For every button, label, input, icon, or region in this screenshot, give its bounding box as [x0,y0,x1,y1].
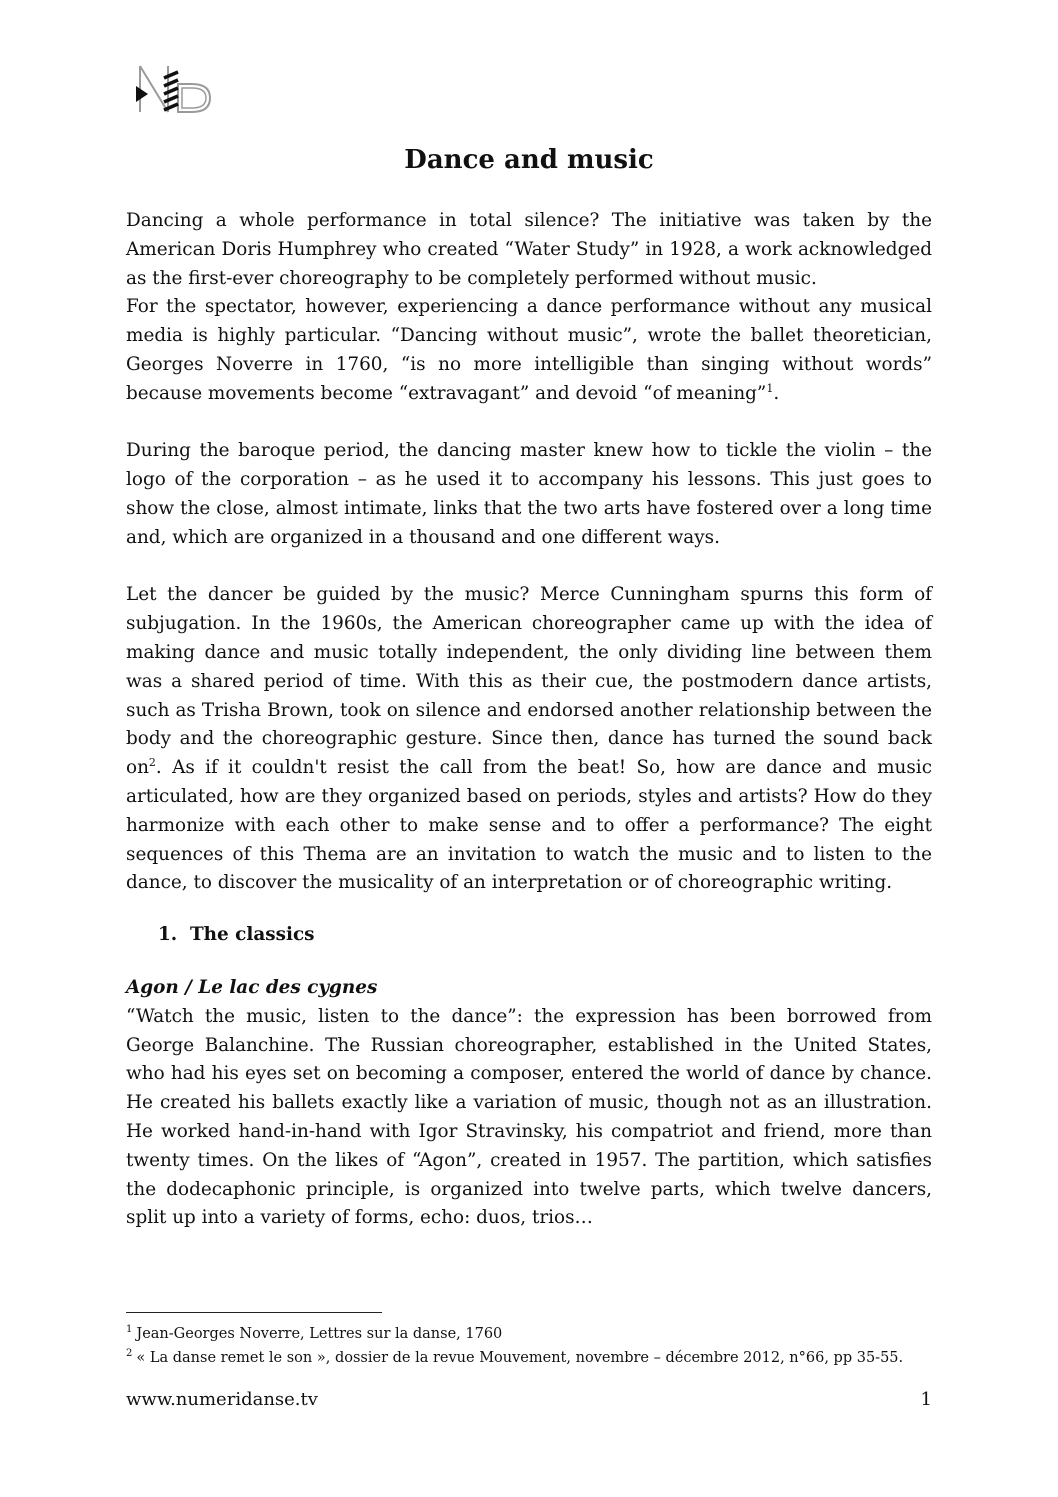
page-footer [126,1386,932,1414]
footnote-ref-2[interactable]: 2 [148,756,156,770]
footnote-1: $^1$ Jean-Georges Noverre, Lettres sur la danse, 1760 [126,1324,503,1342]
footnote-divider [126,1312,382,1313]
page-title: Dance and music [404,145,654,175]
balanchine-paragraph: “Watch the music, listen to the dance”: the expression has been borrowed from George Balanchine. The Russian choreographer, established in the United States, who had his eyes set on becoming a composer, entered the world of dance by chance. He created his ballets exactly like a variation of music, though not as an illustration. He worked hand-in-hand with Igor Stravinsky, his compatriot and friend, more than twenty times. On the likes of “Agon”, created in 1957. The partition, which satisfies the dodecaphonic principle, is organized into twelve parts, which twelve dancers, split up into a variety of forms, echo: duos, trios… [126,1005,932,1229]
numeridanse-logo [134,64,214,116]
intro-paragraph-1: Dancing a whole performance in total silence? The initiative was taken by the American Doris Humphrey who created “Water Study” in 1928, a work acknowledged as the first-ever choreography to be completely performed without music. [126,210,932,289]
section-subtitle: Agon / Le lac des cygnes [126,976,378,998]
cunningham-paragraph: Let the dancer be guided by the music? Merce Cunningham spurns this form of subjugation. In the 1960s, the American choreographer came up with the idea of making dance and music totally independent, the only dividing line between them was a shared period of time. With this as their cue, the postmodern dance artists, such as Trisha Brown, took on silence and endorsed another relationship between the body and the choreographic gesture. Since then, dance has turned the sound back $on^2$. As if it couldn't resist the call from the beat! So, how are dance and music articulated, how are they organized based on periods, styles and artists? How do they harmonize with each other to make sense and to offer a performance? The eight sequences of this Thema are an invitation to watch the music and to listen to the dance, to discover the musicality of an interpretation or of choreographic writing. [126,584,932,894]
section-heading [126,921,932,950]
section-title: The classics [190,924,315,946]
page-number: 1 [920,1389,932,1410]
website-link[interactable]: www.numeridanse.tv [126,1389,318,1410]
footnotes [126,1322,932,1370]
section-number: 1. [158,924,178,946]
intro-paragraph-2: For the spectator, however, experiencing a dance performance without any musical media is highly particular. “Dancing without music”, wrote the ballet theoretician, Georges Noverre in 1760, “is no more intelligible than singing without words” because movements become “extravagant” and devoid “of meaning”$^1$. [126,296,932,404]
footnote-ref-1[interactable]: 1 [766,381,774,395]
document-body [126,207,932,1233]
nd-logo-icon [134,64,214,116]
baroque-paragraph: During the baroque period, the dancing master knew how to tickle the violin – the logo of the corporation – as he used it to accompany his lessons. This just goes to show the close, almost intimate, links that the two arts have fostered over a long time and, which are organized in a thousand and one different ways. [126,440,932,548]
footnote-2: $^2$ « La danse remet le son », dossier de la revue Mouvement, novembre – décembre 2012, n°66, pp 35-55. [126,1348,904,1366]
